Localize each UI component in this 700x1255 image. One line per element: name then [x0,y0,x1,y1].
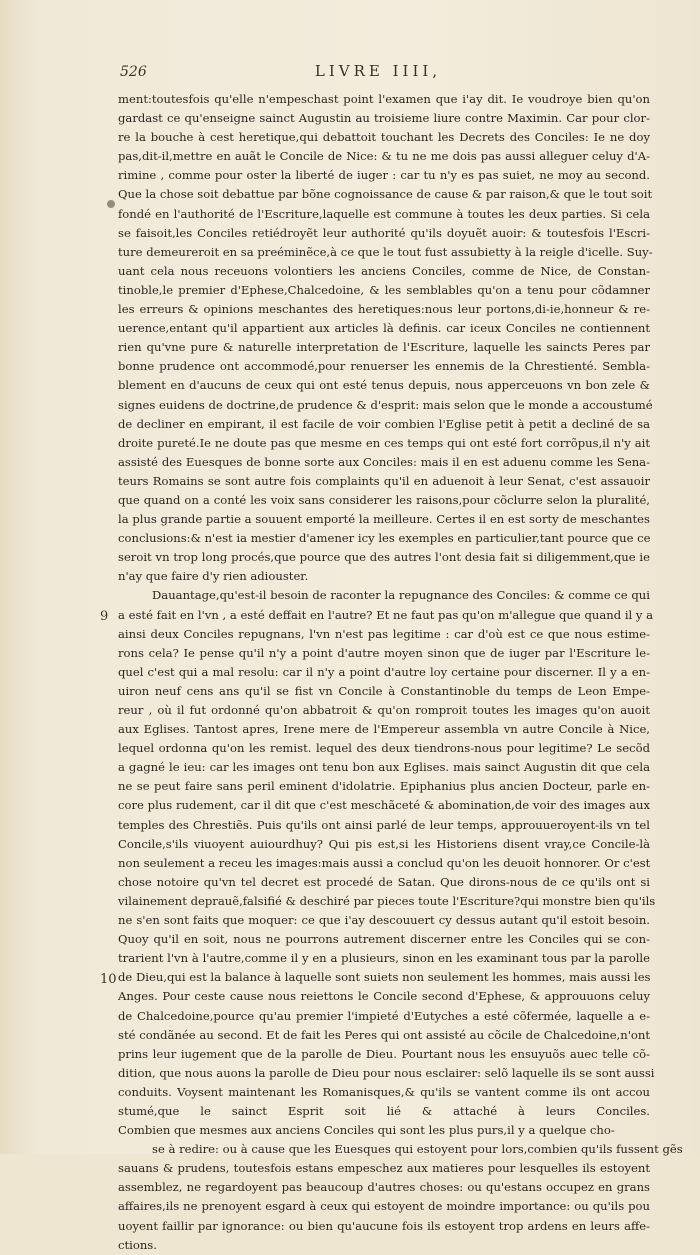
text-line: de Chalcedoine,pource qu'au premier l'impieté d'Eutyches a esté cõfermée, laquelle a e- [118,1008,650,1023]
text-line: rien qu'vne pure & naturelle interpretation de l'Escriture, laquelle les saincts Peres par [118,340,650,355]
text-line: Quoy qu'il en soit, nous ne pourrons autrement discerner entre les Conciles qui se con- [118,932,650,947]
text-line: aux Eglises. Tantost apres, Irene mere de l'Empereur assembla vn autre Concile à Nice, [118,722,650,737]
text-line: a esté fait en l'vn , a esté deffait en l'autre? Et ne faut pas qu'on m'allegue que quand il y a [118,607,654,622]
text-line: ainsi deux Conciles repugnans, l'vn n'est pas legitime : car d'où est ce que nous estime- [118,626,650,641]
text-line: reur , où il fut ordonné qu'on abbatroit & qu'on romproit toutes les images qu'on auoit [118,703,650,717]
text-line: Dauantage,qu'est-il besoin de raconter la repugnance des Conciles: & comme ce qui [152,588,650,603]
text-line: de Dieu,qui est la balance à laquelle sont suiets non seulement les hommes, mais aussi les [118,970,651,985]
margin-paragraph-number-9: 9 [100,609,109,624]
text-line: quel c'est qui a mal resolu: car il n'y a point d'autre loy certaine pour discerner. Il y a en- [118,664,650,679]
text-line: sté condãnée au second. Et de fait les Peres qui ont assisté au cõcile de Chalcedoine,n'ont [118,1027,650,1042]
text-line: fondé en l'authorité de l'Escriture,laquelle est commune à toutes les deux parties. Si cela [118,206,650,221]
text-line: vilainement deprauẽ,falsifié & deschiré par pieces toute l'Escriture?qui monstre bien qu'ils [118,893,656,908]
text-line: les erreurs & opinions meschantes des heretiques:nous leur portons,di-ie,honneur & re- [118,302,650,317]
page-header [118,62,638,84]
text-line: rons cela? Ie pense qu'il n'y a point d'autre moyen sinon que de iuger par l'Escriture le- [118,645,650,660]
text-line: gardast ce qu'enseigne sainct Augustin au troisieme liure contre Maximin. Car pour clor- [118,111,650,126]
text-line: droite pureté.Ie ne doute pas que mesme en ces temps qui ont esté fort corrõpus,il n'y ait [118,435,650,450]
text-line: se à redire: ou à cause que les Euesques qui estoyent pour lors,combien qu'ils fussent gẽs [152,1142,683,1157]
text-line: uoyent faillir par ignorance: ou bien qu'aucune fois ils estoyent trop ardens en leurs affe- [118,1218,650,1233]
text-line: temples des Chrestiẽs. Puis qu'ils ont ainsi parlé de leur temps, approuueroyent-ils vn tel [118,817,650,832]
text-line: core plus rudement, car il dit que c'est meschãceté & abomination,de voir des images aux [118,798,650,813]
text-line: signes euidens de doctrine,de prudence & d'esprit: mais selon que le monde a accoustumé [118,397,653,412]
text-line: ne se peut faire sans peril eminent d'idolatrie. Epiphanius plus ancien Docteur, parle en- [118,779,650,794]
text-line: tinoble,le premier d'Ephese,Chalcedoine, & les semblables qu'on a tenu pour cõdamner [118,282,650,297]
text-line: n'ay que faire d'y rien adiouster. [118,569,309,584]
running-head: LIVRE IIII, [314,62,442,80]
text-line: conduits. Voysent maintenant les Romanisques,& qu'ils se vantent comme ils ont accou [118,1084,650,1099]
page-number: 526 [120,64,147,80]
text-line: trarient l'vn à l'autre,comme il y en a plusieurs, sinon en les examinant tous par la parolle [118,951,650,966]
margin-paragraph-number-10: 10 [100,972,117,987]
text-line: re la bouche à cest heretique,qui debattoit touchant les Decrets des Conciles: Ie ne doy [118,130,650,145]
text-line: ctions. [118,1237,157,1252]
text-line: rimine , comme pour oster la liberté de iuger : car tu n'y es pas suiet, ne moy au second. [118,168,650,183]
text-line: dition, que nous auons la parolle de Dieu pour nous esclairer: selõ laquelle ils se sont aussi [118,1065,655,1080]
text-line: affaires,ils ne prenoyent esgard à ceux qui estoyent de moindre importance: ou qu'ils pou [118,1199,650,1214]
text-line: Combien que mesmes aux anciens Conciles qui sont les plus purs,il y a quelque cho- [118,1123,615,1138]
text-line: ture demeureroit en sa preéminẽce,à ce que le tout fust assubietty à la reigle d'icelle. Suy- [118,244,653,259]
text-line: ment:toutesfois qu'elle n'empeschast point l'examen que i'ay dit. Ie voudroye bien qu'on [118,92,650,106]
text-line: chose notoire qu'vn tel decret est procedé de Satan. Que dirons-nous de ce qu'ils ont si [118,874,650,889]
text-line: uant cela nous receuons volontiers les anciens Conciles, comme de Nice, de Constan- [118,263,650,278]
text-line: Anges. Pour ceste cause nous reiettons le Concile second d'Ephese, & approuuons celuy [118,989,650,1004]
text-line: uerence,entant qu'il appartient aux articles là definis. car iceux Conciles ne contiennent [118,321,650,336]
text-line: Que la chose soit debattue par bõne cognoissance de cause & par raison,& que le tout soit [118,187,653,202]
text-line: ne s'en sont faits que moquer: ce que i'ay descouuert cy dessus autant qu'il estoit besoin. [118,913,650,928]
text-body [118,90,683,1255]
text-line: se faisoit,les Conciles retiédroyẽt leur authorité qu'ils doyuẽt auoir: & toutesfois l'Escri- [118,225,650,240]
text-line: conclusions:& n'est ia mestier d'amener icy les exemples en particulier,tant pource que ce [118,531,651,546]
text-line: de decliner en empirant, il est facile de voir combien l'Eglise petit à petit a decliné de sa [118,416,650,431]
text-line: a gagné le ieu: car les images ont tenu bon aux Eglises. mais sainct Augustin dit que cela [118,760,650,775]
text-line: non seulement a receu les images:mais aussi a conclud qu'on les deuoit honnorer. Or c'est [118,855,651,870]
text-line: que quand on a conté les voix sans considerer les raisons,pour cõclurre selon la pluralité, [118,492,650,507]
text-line: teurs Romains se sont autre fois complaints qu'il en aduenoit à leur Senat, c'est assauoir [118,473,650,488]
text-line: assemblez, ne regardoyent pas beaucoup d'autres choses: ou qu'estans occupez en grans [118,1180,650,1195]
text-line: seroit vn trop long procés,que pource que des autres l'ont desia fait si diligemment,que ie [118,550,650,565]
text-line: prins leur iugement que de la parolle de Dieu. Pourtant nous les ensuyuõs auec telle cõ- [118,1046,650,1061]
text-line: sauans & prudens, toutesfois estans empeschez aux matieres pour lesquelles ils estoyent [118,1161,650,1176]
text-line: blement en d'aucuns de ceux qui ont esté tenus depuis, nous apperceuons vn bon zele & [118,378,650,393]
text-line: Concile,s'ils viuoyent auiourdhuy? Qui pis est,si les Historiens disent vray,ce Concile-là [118,836,650,851]
text-line: lequel ordonna qu'on les remist. lequel des deux tiendrons-nous pour legitime? Le secõd [118,741,650,756]
text-line: la plus grande partie a souuent emporté la meilleure. Certes il en est sorty de meschantes [118,512,650,527]
margin-ink-mark [107,200,115,208]
text-line: stumé,que le sainct Esprit soit lié & attaché à leurs Conciles. [118,1103,650,1118]
text-line: bonne prudence ont accommodé,pour renuerser les ennemis de la Chrestienté. Sembla- [118,359,650,374]
text-line: uiron neuf cens ans qu'il se fist vn Concile à Constantinoble du temps de Leon Empe- [118,683,650,698]
text-line: assisté des Euesques de bonne sorte aux Conciles: mais il en est aduenu comme les Sena- [118,454,650,469]
text-line: pas,dit-il,mettre en auãt le Concile de Nice: & tu ne me dois pas aussi alleguer celuy d'A- [118,149,650,164]
